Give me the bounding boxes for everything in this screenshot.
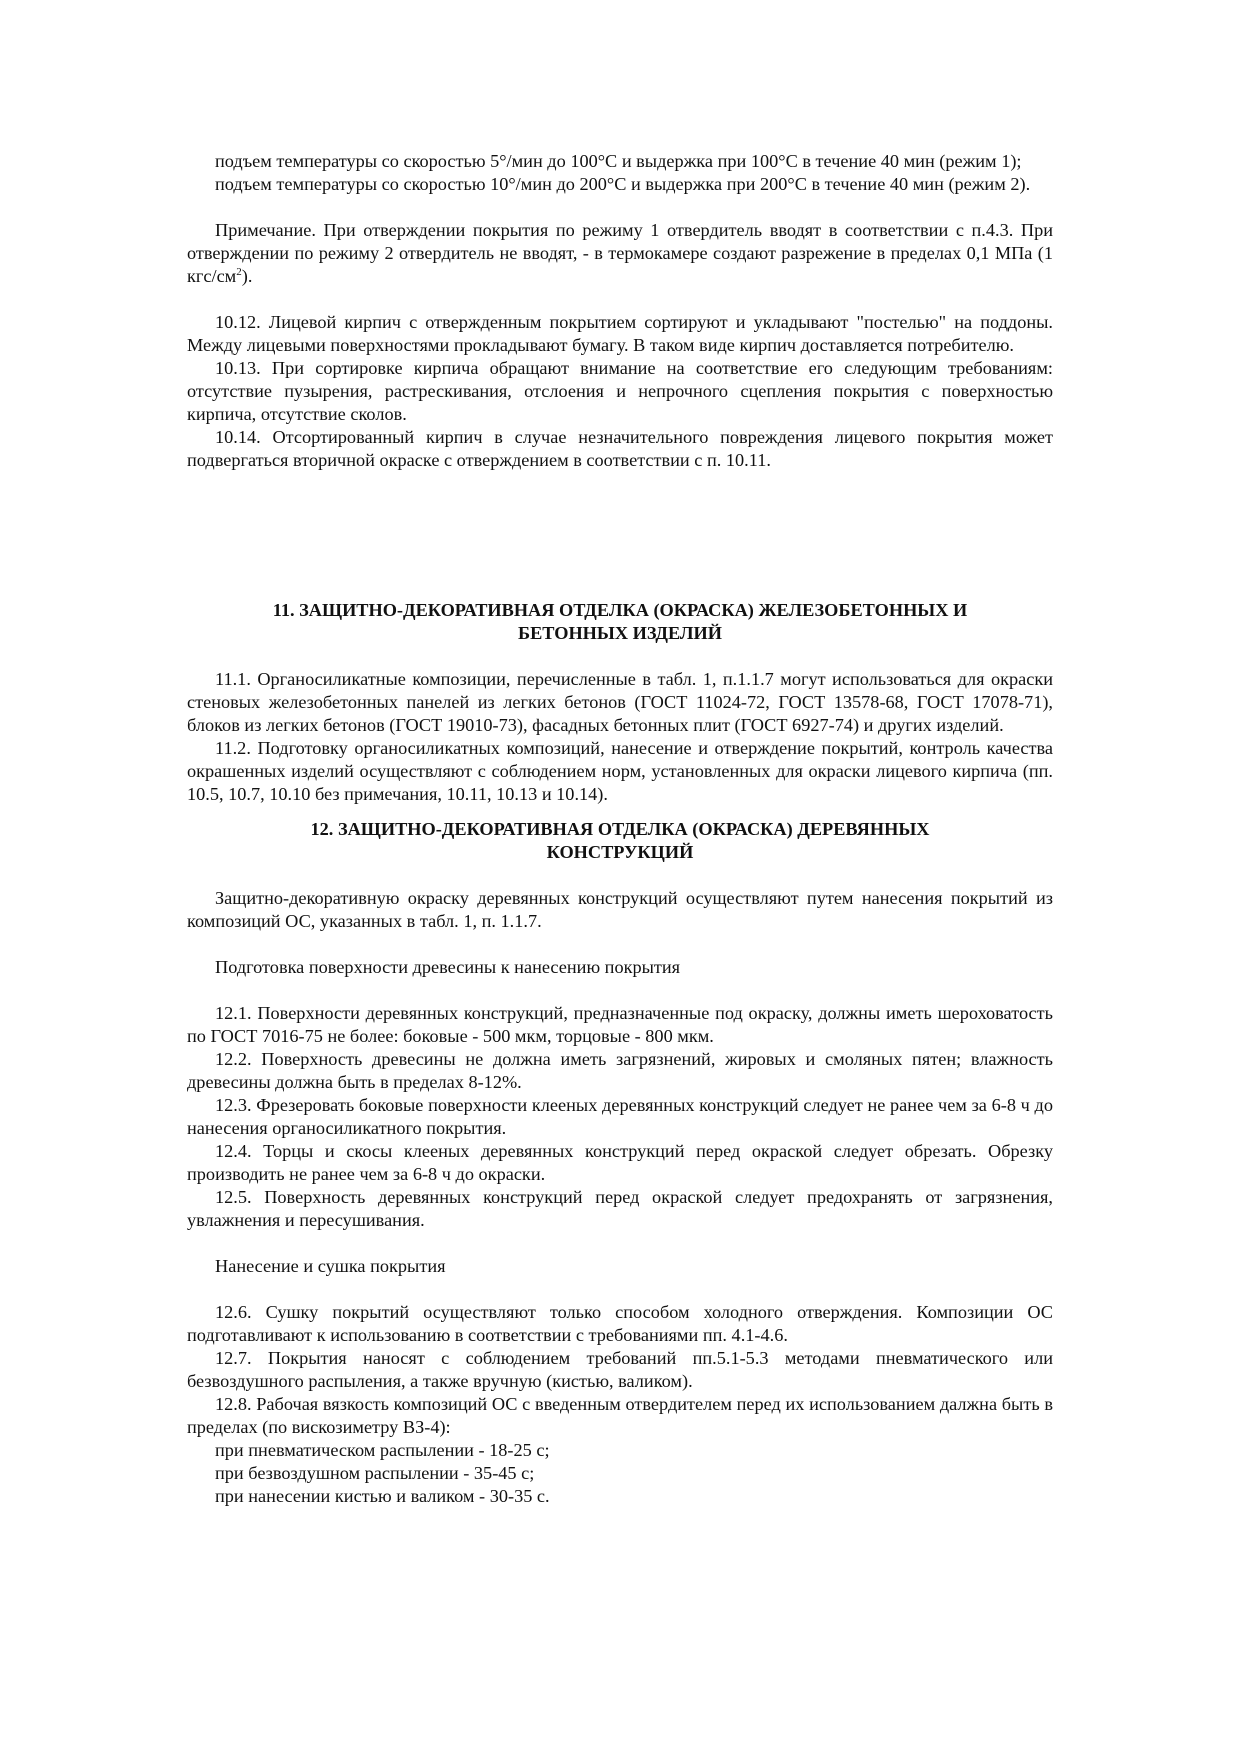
- paragraph-12-7: 12.7. Покрытия наносят с соблюдением требований пп.5.1-5.3 методами пневматического или безвоздушного распыления, а также вручную (кистью, валиком).: [187, 1348, 1053, 1391]
- paragraph-10-13: 10.13. При сортировке кирпича обращают внимание на соответствие его следующим требованиям: отсутствие пузырения, растрескивания, отслоения и непрочного сцепления покрытия с поверхностью кирпича, отсутствие сколов.: [187, 358, 1053, 424]
- section-12-title-line1: 12. ЗАЩИТНО-ДЕКОРАТИВНАЯ ОТДЕЛКА (ОКРАСКА) ДЕРЕВЯННЫХ: [310, 819, 930, 839]
- section-11-title: [187, 599, 1053, 645]
- list-item-brush-roller: при нанесении кистью и валиком - 30-35 с.: [215, 1486, 550, 1506]
- subheading-surface-prep: Подготовка поверхности древесины к нанесению покрытия: [215, 957, 681, 977]
- list-item-pneumatic: при пневматическом распылении - 18-25 с;: [215, 1440, 550, 1460]
- paragraph-12-8: 12.8. Рабочая вязкость композиций ОС с введенным отвердителем перед их использованием далжна быть в пределах (по вискозиметру ВЗ-4):: [187, 1394, 1053, 1437]
- paragraph-mode-1: подъем температуры со скоростью 5°/мин до 100°С и выдержка при 100°С в течение 40 мин (режим 1);: [215, 151, 1022, 171]
- paragraph-12-6: 12.6. Сушку покрытий осуществляют только способом холодного отверждения. Композиции ОС подготавливают к использованию в соответствии с требованиями пп. 4.1-4.6.: [187, 1302, 1053, 1345]
- paragraph-12-4: 12.4. Торцы и скосы клееных деревянных конструкций перед окраской следует обрезать. Обрезку производить не ранее чем за 6-8 ч до окраски.: [187, 1141, 1053, 1184]
- paragraph-11-1: 11.1. Органосиликатные композиции, перечисленные в табл. 1, п.1.1.7 могут использоваться для окраски стеновых железобетонных панелей из легких бетонов (ГОСТ 11024-72, ГОСТ 13578-68, ГОСТ 17078-71), блоков из легких бетонов (ГОСТ 19010-73), фасадных бетонных плит (ГОСТ 6927-74) и других изделий.: [187, 669, 1053, 735]
- document-page: [187, 150, 1053, 1508]
- paragraph-10-12: 10.12. Лицевой кирпич с отвержденным покрытием сортируют и укладывают "постелью" на поддоны. Между лицевыми поверхностями прокладывают бумагу. В таком виде кирпич доставляется потребителю.: [187, 312, 1053, 355]
- section-12-title: [187, 818, 1053, 864]
- section-12-intro: Защитно-декоративную окраску деревянных конструкций осуществляют путем нанесения покрытий из композиций ОС, указанных в табл. 1, п. 1.1.7.: [187, 888, 1053, 931]
- paragraph-mode-2: подъем температуры со скоростью 10°/мин до 200°С и выдержка при 200°С в течение 40 мин (режим 2).: [215, 174, 1031, 194]
- paragraph-12-3: 12.3. Фрезеровать боковые поверхности клееных деревянных конструкций следует не ранее чем за 6-8 ч до нанесения органосиликатного покрытия.: [187, 1095, 1053, 1138]
- section-12-title-line2: КОНСТРУКЦИЙ: [546, 842, 694, 862]
- paragraph-11-2: 11.2. Подготовку органосиликатных композиций, нанесение и отверждение покрытий, контроль качества окрашенных изделий осуществляют с соблюдением норм, установленных для окраски лицевого кирпича (пп. 10.5, 10.7, 10.10 без примечания, 10.11, 10.13 и 10.14).: [187, 738, 1053, 804]
- paragraph-10-14: 10.14. Отсортированный кирпич в случае незначительного повреждения лицевого покрытия может подвергаться вторичной окраске с отверждением в соответствии с п. 10.11.: [187, 427, 1053, 470]
- subheading-application-drying: Нанесение и сушка покрытия: [215, 1256, 446, 1276]
- paragraph-12-5: 12.5. Поверхность деревянных конструкций перед окраской следует предохранять от загрязнения, увлажнения и пересушивания.: [187, 1187, 1053, 1230]
- note-end: ).: [241, 266, 253, 286]
- note-superscript: 2: [236, 266, 242, 278]
- paragraph-12-2: 12.2. Поверхность древесины не должна иметь загрязнений, жировых и смоляных пятен; влажность древесины должна быть в пределах 8-12%.: [187, 1049, 1053, 1092]
- list-item-airless: при безвоздушном распылении - 35-45 с;: [215, 1463, 535, 1483]
- paragraph-12-1: 12.1. Поверхности деревянных конструкций, предназначенные под окраску, должны иметь шероховатость по ГОСТ 7016-75 не более: боковые - 500 мкм, торцовые - 800 мкм.: [187, 1003, 1053, 1046]
- section-11-title-line2: БЕТОННЫХ ИЗДЕЛИЙ: [518, 623, 722, 643]
- section-11-title-line1: 11. ЗАЩИТНО-ДЕКОРАТИВНАЯ ОТДЕЛКА (ОКРАСКА) ЖЕЛЕЗОБЕТОННЫХ И: [272, 600, 968, 620]
- note-paragraph: [187, 219, 1053, 288]
- note-text: Примечание. При отверждении покрытия по режиму 1 отвердитель вводят в соответствии с п.4.3. При отверждении по режиму 2 отвердитель не вводят, - в термокамере создают разрежение в пределах 0,1 МПа (1 кгс/см: [187, 220, 1053, 286]
